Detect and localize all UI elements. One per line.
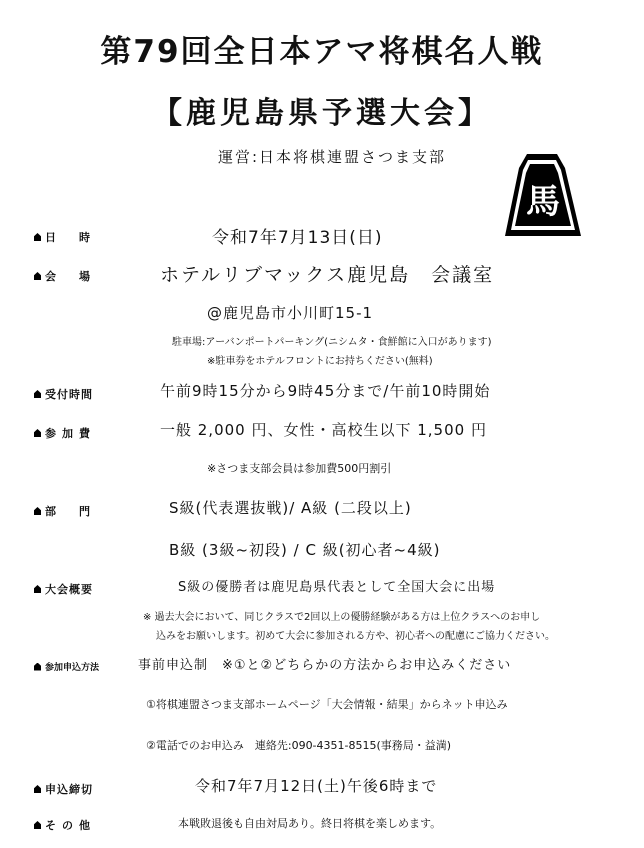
label-text: 受付時間	[45, 388, 93, 401]
label-text: 申込締切	[45, 783, 93, 796]
overview-note-1: ※ 過去大会において、同じクラスで2回以上の優勝経験がある方は上位クラスへのお申し	[143, 612, 541, 623]
bullet-icon	[34, 507, 41, 515]
label-datetime	[34, 229, 96, 245]
label-text: 参加申込方法	[45, 663, 100, 673]
bullet-icon	[34, 272, 41, 280]
label-division	[34, 503, 96, 519]
reception-value: 午前9時15分から9時45分まで/午前10時開始	[160, 382, 491, 400]
page-subtitle: 【鹿児島県予選大会】	[152, 96, 492, 131]
bullet-icon	[34, 821, 41, 829]
label-reception	[34, 386, 93, 402]
bullet-icon	[34, 429, 41, 437]
datetime-value: 令和7年7月13日(日)	[212, 228, 383, 248]
division-value-2: B級 (3級~初段) / C 級(初心者~4級)	[169, 541, 441, 559]
venue-value: ホテルリブマックス鹿児島 会議室	[160, 264, 495, 286]
overview-note-2: 込みをお願いします。初めて大会に参加される方や、初心者への配慮にご協力ください。	[156, 631, 555, 642]
shogi-piece-icon	[495, 148, 591, 244]
overview-value: S級の優勝者は鹿児島県代表として全国大会に出場	[178, 580, 496, 595]
label-deadline	[34, 781, 93, 797]
bullet-icon	[34, 785, 41, 793]
label-text: 部 門	[45, 505, 96, 518]
bullet-icon	[34, 663, 41, 671]
svg-text:馬: 馬	[526, 182, 560, 222]
label-text: 会 場	[45, 270, 96, 283]
label-overview	[34, 581, 93, 597]
other-value: 本戦敗退後も自由対局あり。終日将棋を楽しめます。	[178, 817, 442, 830]
organizer-line: 運営:日本将棋連盟さつま支部	[217, 148, 447, 166]
fee-value: 一般 2,000 円、女性・高校生以下 1,500 円	[160, 421, 487, 439]
label-application	[34, 660, 99, 673]
application-value: 事前申込制 ※①と②どちらかの方法からお申込みください	[138, 658, 512, 673]
deadline-value: 令和7年7月12日(土)午後6時まで	[195, 777, 438, 795]
parking-info: 駐車場:アーバンポートパーキング(ニシムタ・食鮮館に入口があります)	[172, 337, 492, 348]
page-title: 第79回全日本アマ将棋名人戦	[100, 34, 544, 70]
bullet-icon	[34, 585, 41, 593]
venue-address: @鹿児島市小川町15-1	[207, 304, 374, 322]
bullet-icon	[34, 390, 41, 398]
application-method-1: ①将棋連盟さつま支部ホームページ「大会情報・結果」からネット申込み	[146, 698, 508, 711]
label-text: 大会概要	[45, 583, 93, 596]
label-text: その他	[45, 819, 96, 832]
label-other	[34, 817, 96, 833]
application-method-2: ②電話でのお申込み 連絡先:090-4351-8515(事務局・益満)	[146, 739, 452, 752]
division-value-1: S級(代表選抜戦)/ A級 (二段以上)	[169, 499, 412, 517]
bullet-icon	[34, 233, 41, 241]
label-text: 日 時	[45, 231, 96, 244]
label-fee	[34, 425, 96, 441]
label-venue	[34, 268, 96, 284]
parking-note: ※駐車券をホテルフロントにお持ちください(無料)	[207, 356, 433, 367]
label-text: 参加費	[45, 427, 96, 440]
fee-note: ※さつま支部会員は参加費500円割引	[207, 462, 392, 475]
